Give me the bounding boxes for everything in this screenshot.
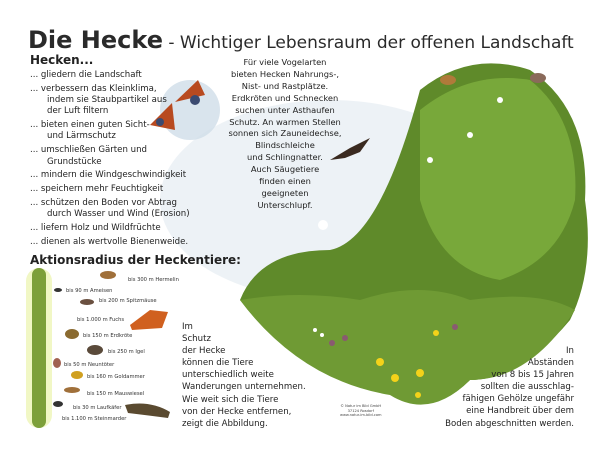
bird-icon	[530, 73, 546, 83]
yellowhammer-icon	[71, 371, 83, 379]
animal-label: bis 300 m Hermelin	[128, 277, 179, 283]
animal-label: bis 90 m Ameisen	[66, 288, 113, 294]
text-line: zeigt die Abbildung.	[182, 418, 268, 429]
list-item: ... dienen als wertvolle Bienenweide.	[30, 236, 189, 247]
animal-label: bis 50 m Neuntöter	[64, 362, 115, 368]
list-item: ... bieten einen guten Sicht- und Lärmschutz	[30, 120, 150, 142]
page-title: Die Hecke - Wichtiger Lebensraum der offenen Landschaft	[28, 26, 574, 54]
text-line: Im	[182, 322, 193, 332]
text-line: www.natur-im-bild.com	[340, 413, 382, 417]
copyright	[340, 404, 382, 418]
shrew-icon	[80, 299, 94, 305]
text-line: unterschiedlich weite	[182, 370, 274, 381]
text-line: eine Handbreit über dem	[466, 406, 574, 417]
toad-icon	[65, 329, 79, 339]
text-line: © Natur im Bild GmbH	[340, 404, 382, 408]
text-line: Boden abgeschnitten werden.	[445, 418, 574, 429]
list-item: ... verbessern das Kleinklima, indem sie Staubpartikel aus der Luft filtern	[30, 83, 167, 117]
list-item: ... schützen den Boden vor Abtrag durch Wasser und Wind (Erosion)	[30, 197, 190, 220]
list-item: ... speichern mehr Feuchtigkeit	[30, 184, 164, 195]
text-line: Abständen	[527, 358, 574, 369]
animal-label: bis 150 m Erdkröte	[83, 333, 133, 339]
hecken-heading: Hecken...	[30, 53, 94, 67]
marten-icon	[125, 404, 170, 418]
text-line: Schutz	[182, 334, 211, 345]
text-line: können die Tiere	[182, 358, 254, 369]
text-line: geeigneten	[261, 187, 309, 198]
hecken-list	[30, 70, 200, 251]
text-line: Schutz. An warmen Stellen	[229, 116, 341, 127]
animal-label: bis 150 m Mauswiesel	[87, 391, 145, 397]
list-item: ... gliedern die Landschaft	[30, 70, 142, 80]
text-line: Wie weit sich die Tiere	[182, 394, 279, 405]
stoat-icon	[100, 271, 116, 279]
text-line: bieten Hecken Nahrungs-,	[230, 68, 340, 79]
text-line: der Hecke	[182, 346, 226, 357]
text-line: fähigen Gehölze ungefähr	[462, 394, 574, 405]
fox-icon	[130, 310, 168, 330]
list-item: ... umschließen Gärten und Grundstücke	[30, 145, 147, 167]
text-line: In	[566, 346, 574, 356]
list-item: ... liefern Holz und Wildfrüchte	[30, 223, 161, 234]
abstand-paragraph	[445, 345, 574, 430]
aktion-heading: Aktionsradius der Heckentiere:	[30, 253, 241, 267]
animal-label: bis 1.000 m Fuchs	[77, 317, 125, 323]
text-line: Unterschlupf.	[257, 199, 313, 210]
text-line: von 8 bis 15 Jahren	[491, 370, 574, 381]
weasel-icon	[64, 387, 80, 393]
beetle-icon	[53, 401, 63, 407]
animal-label: bis 160 m Goldammer	[87, 374, 145, 380]
text-line: Für viele Vogelarten	[243, 57, 327, 67]
text-line: Nist- und Rastplätze.	[241, 80, 329, 91]
text-line: suchen unter Asthaufen	[235, 104, 335, 115]
text-line: von der Hecke entfernen,	[182, 406, 292, 417]
schutz-paragraph	[182, 321, 306, 430]
text-line: Erdkröten und Schnecken	[231, 92, 339, 103]
text-line: Wanderungen unternehmen.	[182, 382, 306, 393]
animal-label: bis 30 m Laufkäfer	[73, 405, 122, 411]
birds-paragraph	[215, 57, 355, 212]
animal-label: bis 200 m Spitzmäuse	[99, 298, 157, 304]
text-line: sonnen sich Zauneidechse,	[228, 128, 342, 139]
text-line: und Schlingnatter.	[247, 152, 323, 163]
text-line: Auch Säugetiere	[250, 164, 320, 175]
shrike-icon	[53, 358, 61, 368]
animal-label: bis 1.100 m Steinmarder	[62, 416, 127, 422]
text-line: Blindschleiche	[255, 140, 315, 151]
text-line: sollten die ausschlag-	[480, 382, 574, 393]
list-item: ... mindern die Windgeschwindigkeit	[30, 170, 187, 181]
ant-icon	[54, 288, 62, 292]
animal-label: bis 250 m Igel	[108, 349, 145, 355]
text-line: 37124 Rosdorf	[347, 408, 374, 413]
text-line: finden einen	[259, 176, 311, 187]
hedgehog-icon	[87, 345, 103, 355]
bird-icon	[440, 75, 456, 85]
